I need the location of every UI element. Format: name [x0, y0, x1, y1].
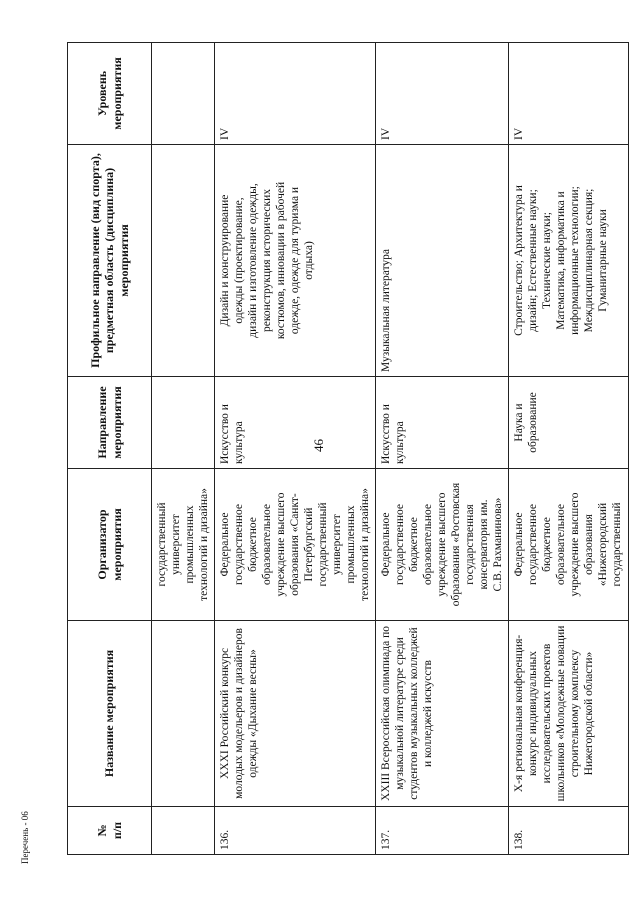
row-level: IV	[215, 43, 376, 145]
row-name: XXIII Всероссийская олимпиада по музыкальной литературе среди студентов музыкальных колледжей и колледжей искусств	[376, 621, 509, 807]
header-name: Название мероприятия	[68, 621, 152, 807]
header-level: Уровень мероприятия	[68, 43, 152, 145]
row-direction	[152, 377, 215, 469]
row-profile: Музыкальная литература	[376, 145, 509, 377]
row-organizer: Федеральное государственное бюджетное образовательное учреждение высшего образования «Санкт- Петербургский государственный университет промышленных технологий и дизайна»	[215, 469, 376, 621]
row-level	[152, 43, 215, 145]
row-num: 136.	[215, 807, 376, 855]
row-direction: Наука и образование	[509, 377, 628, 469]
table-header-row	[68, 43, 152, 855]
footer-note: Перечень - 06	[20, 811, 30, 864]
row-level: IV	[509, 43, 628, 145]
table-row	[152, 43, 215, 855]
table-row	[215, 43, 376, 855]
row-num: 137.	[376, 807, 509, 855]
row-num: 138.	[509, 807, 628, 855]
table-row	[509, 43, 628, 855]
events-table	[67, 42, 629, 855]
row-num	[152, 807, 215, 855]
row-level: IV	[376, 43, 509, 145]
header-organizer: Организатор мероприятия	[68, 469, 152, 621]
row-organizer: государственный университет промышленных технологий и дизайна»	[152, 469, 215, 621]
header-profile: Профильное направление (вид спорта), предметная область (дисциплина) мероприятия	[68, 145, 152, 377]
row-profile: Строительство; Архитектура и дизайн; Естественные науки; Технические науки; Математика, информатика и информационные технологии; Междисциплинарная секция; Гуманитарные науки	[509, 145, 628, 377]
row-organizer: Федеральное государственное бюджетное образовательное учреждение высшего образования «Нижегородский государственный	[509, 469, 628, 621]
row-organizer: Федеральное государственное бюджетное образовательное учреждение высшего образования «Ростовская государственная консерватория им. С.В. Рахманинова»	[376, 469, 509, 621]
table-row	[376, 43, 509, 855]
row-profile: Дизайн и конструирование одежды (проектирование, дизайн и изготовление одежды, реконструкция исторических костюмов, инновации в рабочей одежде, одежде для туризма и отдыха)	[215, 145, 376, 377]
row-name	[152, 621, 215, 807]
page-number: 46	[311, 439, 326, 452]
row-profile	[152, 145, 215, 377]
header-num: № п/п	[68, 807, 152, 855]
row-name: X-я региональная конференция-конкурс индивидуальных исследовательских проектов школьников «Молодежные новации строительному комплексу Нижегородской области»	[509, 621, 628, 807]
row-name: XXXI Российский конкурс молодых модельеров и дизайнеров одежды «Дыхание весны»	[215, 621, 376, 807]
header-direction: Направление мероприятия	[68, 377, 152, 469]
row-direction: Искусство и культура	[376, 377, 509, 469]
row-direction: Искусство и культура	[215, 377, 376, 469]
